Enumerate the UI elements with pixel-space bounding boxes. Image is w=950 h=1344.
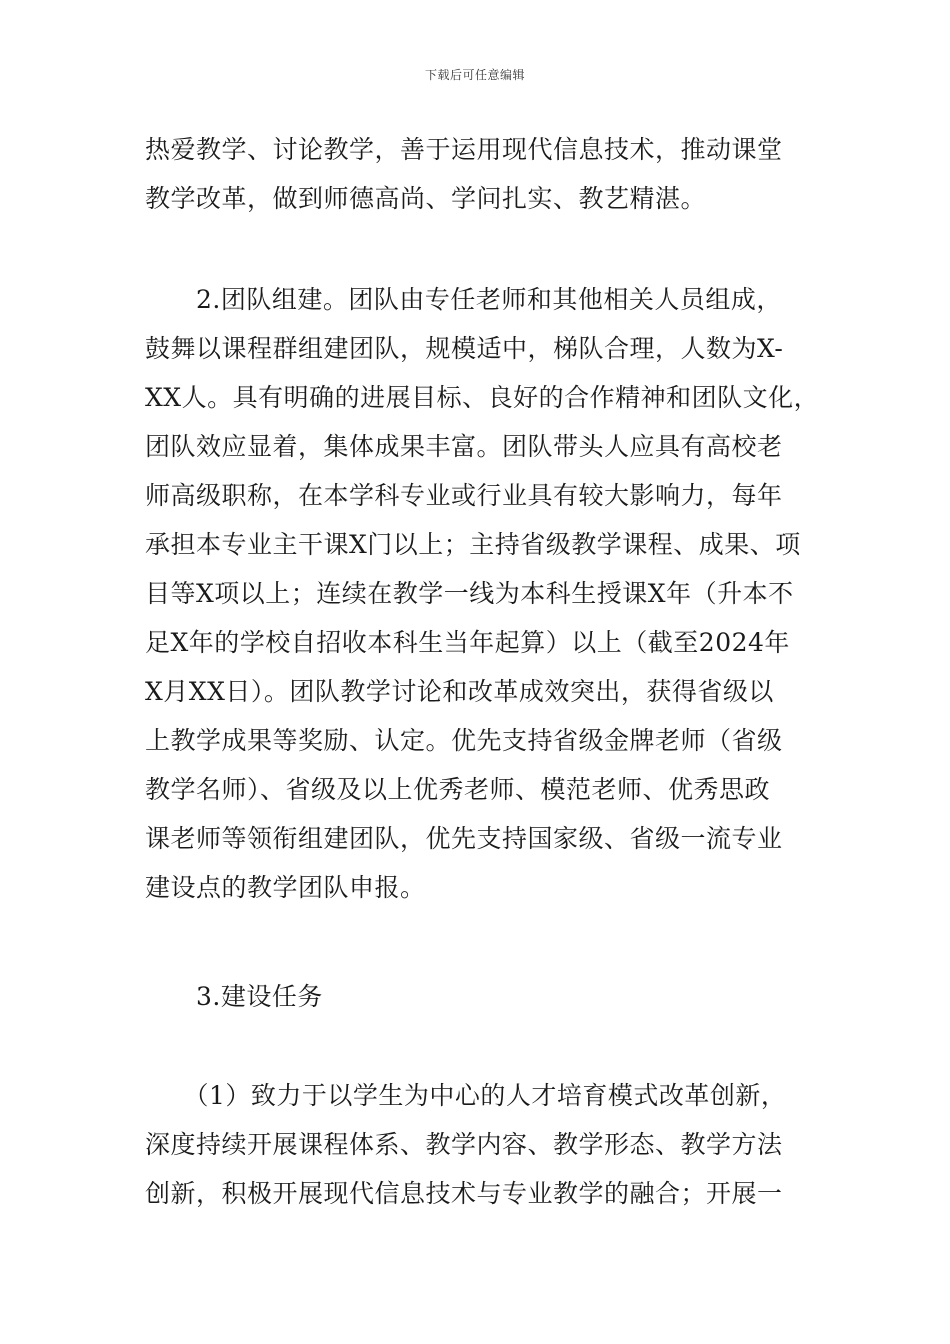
- text-line: X月XX日）。团队教学讨论和改革成效突出，获得省级以: [145, 677, 774, 706]
- text-line: 承担本专业主干课X门以上；主持省级教学课程、成果、项: [145, 530, 801, 559]
- text-line: 教学改革，做到师德高尚、学问扎实、教艺精湛。: [145, 184, 707, 213]
- section-heading-construction-tasks: [145, 972, 825, 1021]
- text-line: 鼓舞以课程群组建团队，规模适中，梯队合理，人数为X-: [145, 334, 784, 363]
- text-line: 目等X项以上；连续在教学一线为本科生授课X年（升本不: [145, 579, 794, 608]
- paragraph-continuation: [145, 125, 825, 223]
- text-line: （1）致力于以学生为中心的人才培育模式改革创新，: [145, 1081, 787, 1110]
- text-line: 教学名师）、省级及以上优秀老师、模范老师、优秀思政: [145, 775, 771, 804]
- text-line: XX人。具有明确的进展目标、良好的合作精神和团队文化，: [145, 383, 820, 412]
- text-line: 深度持续开展课程体系、教学内容、教学形态、教学方法: [145, 1130, 783, 1159]
- text-line: 建设点的教学团队申报。: [145, 873, 426, 902]
- text-line: 团队效应显着，集体成果丰富。团队带头人应具有高校老: [145, 432, 783, 461]
- text-line: 2.团队组建。团队由专任老师和其他相关人员组成，: [145, 285, 782, 314]
- text-line: 上教学成果等奖励、认定。优先支持省级金牌老师（省级: [145, 726, 783, 755]
- text-line: 热爱教学、讨论教学，善于运用现代信息技术，推动课堂: [145, 135, 783, 164]
- text-line: 师高级职称，在本学科专业或行业具有较大影响力，每年: [145, 481, 783, 510]
- paragraph-task-1: [145, 1071, 825, 1218]
- header-note: 下载后可任意编辑: [424, 68, 525, 82]
- text-line: 3.建设任务: [145, 982, 323, 1011]
- text-line: 足X年的学校自招收本科生当年起算）以上（截至2024年: [145, 628, 790, 657]
- paragraph-team-formation: [145, 275, 825, 912]
- text-line: 课老师等领衔组建团队，优先支持国家级、省级一流专业: [145, 824, 783, 853]
- text-line: 创新，积极开展现代信息技术与专业教学的融合；开展一: [145, 1179, 783, 1208]
